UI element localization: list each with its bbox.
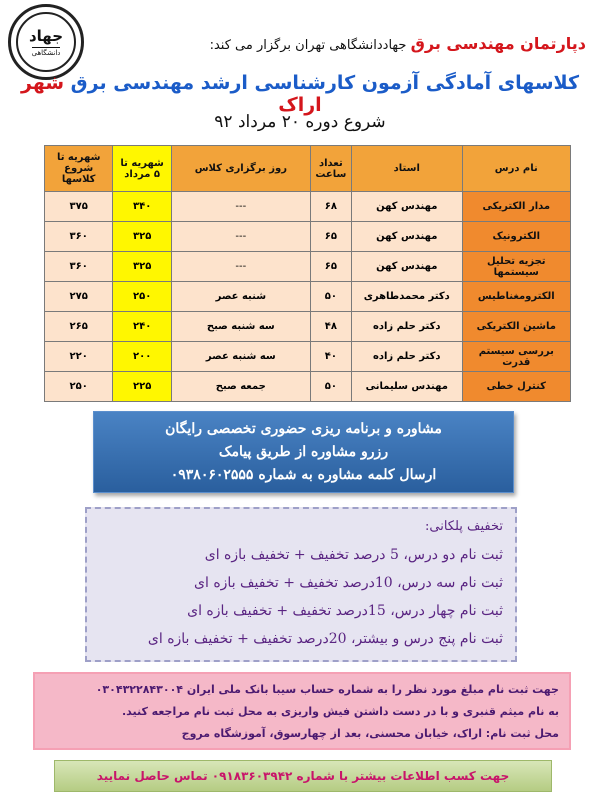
course-hours: ۵۰ [310,282,351,312]
course-price-regular: ۲۵۰ [45,372,113,402]
course-price-regular: ۳۶۰ [45,222,113,252]
course-hours: ۶۸ [310,192,351,222]
logo-sub-text: دانشگاهی [31,49,61,57]
course-day: شنبه عصر [171,282,310,312]
course-name: الکترونیک [462,222,570,252]
header-price-regular: شهریه تا شروع کلاسها [45,146,113,192]
course-name: کنترل خطی [462,372,570,402]
course-name: ماشین الکتریکی [462,312,570,342]
course-day: --- [171,222,310,252]
course-hours: ۶۵ [310,252,351,282]
discount-line: ثبت نام پنج درس و بیشتر، 20درصد تخفیف + تخفیف بازه ای [147,631,503,647]
discount-line: ثبت نام سه درس، 10درصد تخفیف + تخفیف بازه ای [194,575,503,591]
header-hours: تعداد ساعت [310,146,351,192]
course-price-early: ۲۲۵ [113,372,172,402]
table-row [45,192,571,222]
course-price-regular: ۲۷۵ [45,282,113,312]
department-title: دپارتمان مهندسی برق [410,34,586,53]
registration-box [33,672,571,750]
header-day: روز برگزاری کلاس [171,146,310,192]
logo-emblem [16,12,76,72]
course-day: --- [171,192,310,222]
course-name: الکترومغناطیس [462,282,570,312]
course-teacher: دکتر حلم زاده [351,312,462,342]
course-price-early: ۳۲۵ [113,222,172,252]
course-price-early: ۲۰۰ [113,342,172,372]
course-name: بررسی سیستم قدرت [462,342,570,372]
table-row [45,222,571,252]
discount-box [85,507,517,662]
course-hours: ۴۰ [310,342,351,372]
start-date: شروع دوره ۲۰ مرداد ۹۲ [214,112,386,132]
organizer-text: جهاددانشگاهی تهران برگزار می کند: [209,38,407,53]
header-price-early: شهریه تا ۵ مرداد [113,146,172,192]
contact-box: جهت کسب اطلاعات بیشتر با شماره ۰۹۱۸۳۶۰۳۹۴۲ تماس حاصل نمایید [54,760,552,792]
course-price-early: ۲۵۰ [113,282,172,312]
registration-line: جهت ثبت نام مبلغ مورد نظر را به شماره حساب سیبا بانک ملی ایران ۰۳۰۴۳۲۲۸۴۳۰۰۴ [95,683,559,696]
header-teacher: استاد [351,146,462,192]
course-hours: ۵۰ [310,372,351,402]
course-price-early: ۳۴۰ [113,192,172,222]
organizer-line [86,34,586,53]
course-name: تجزیه تحلیل سیستمها [462,252,570,282]
table-row [45,312,571,342]
jahad-logo [8,4,84,80]
course-price-early: ۳۲۵ [113,252,172,282]
table-header-row [45,146,571,192]
course-teacher: مهندس کهن [351,252,462,282]
course-day: --- [171,252,310,282]
registration-location: محل ثبت نام: اراک، خیابان محسنی، بعد از چهارسوق، آموزشگاه مروج [181,727,559,740]
consultation-line: رزرو مشاوره از طریق پیامک [218,444,389,460]
consultation-box [93,411,514,493]
page-title-main: کلاسهای آمادگی آزمون کارشناسی ارشد مهندسی برق [70,72,579,94]
logo-main-text: جهاد [28,27,64,45]
course-price-regular: ۳۷۵ [45,192,113,222]
table-row [45,372,571,402]
page-title-city: شهر اراک [21,72,322,116]
course-teacher: مهندس سلیمانی [351,372,462,402]
course-price-regular: ۳۶۰ [45,252,113,282]
table-row [45,282,571,312]
consultation-sms-line: ارسال کلمه مشاوره به شماره ۰۹۳۸۰۶۰۲۵۵۵ [170,467,437,483]
course-price-early: ۲۴۰ [113,312,172,342]
course-hours: ۴۸ [310,312,351,342]
table-row [45,342,571,372]
course-day: جمعه صبح [171,372,310,402]
course-hours: ۶۵ [310,222,351,252]
course-price-regular: ۲۶۵ [45,312,113,342]
course-teacher: مهندس کهن [351,222,462,252]
course-name: مدار الکتریکی [462,192,570,222]
course-price-regular: ۲۲۰ [45,342,113,372]
discount-line: ثبت نام دو درس، 5 درصد تخفیف + تخفیف بازه ای [204,547,503,563]
course-table [44,145,571,402]
discount-line: ثبت نام چهار درس، 15درصد تخفیف + تخفیف بازه ای [187,603,503,619]
registration-line: به نام میثم قنبری و با در دست داشتن فیش واریزی به محل ثبت نام مراجعه کنید. [121,705,559,718]
page-title [0,72,600,116]
header-course-name: نام درس [462,146,570,192]
consultation-line: مشاوره و برنامه ریزی حضوری تخصصی رایگان [165,421,442,437]
course-day: سه شنبه عصر [171,342,310,372]
course-teacher: مهندس کهن [351,192,462,222]
course-teacher: دکتر حلم زاده [351,342,462,372]
table-row [45,252,571,282]
discount-title: تخفیف پلکانی: [425,519,503,534]
course-teacher: دکتر محمدطاهری [351,282,462,312]
course-day: سه شنبه صبح [171,312,310,342]
